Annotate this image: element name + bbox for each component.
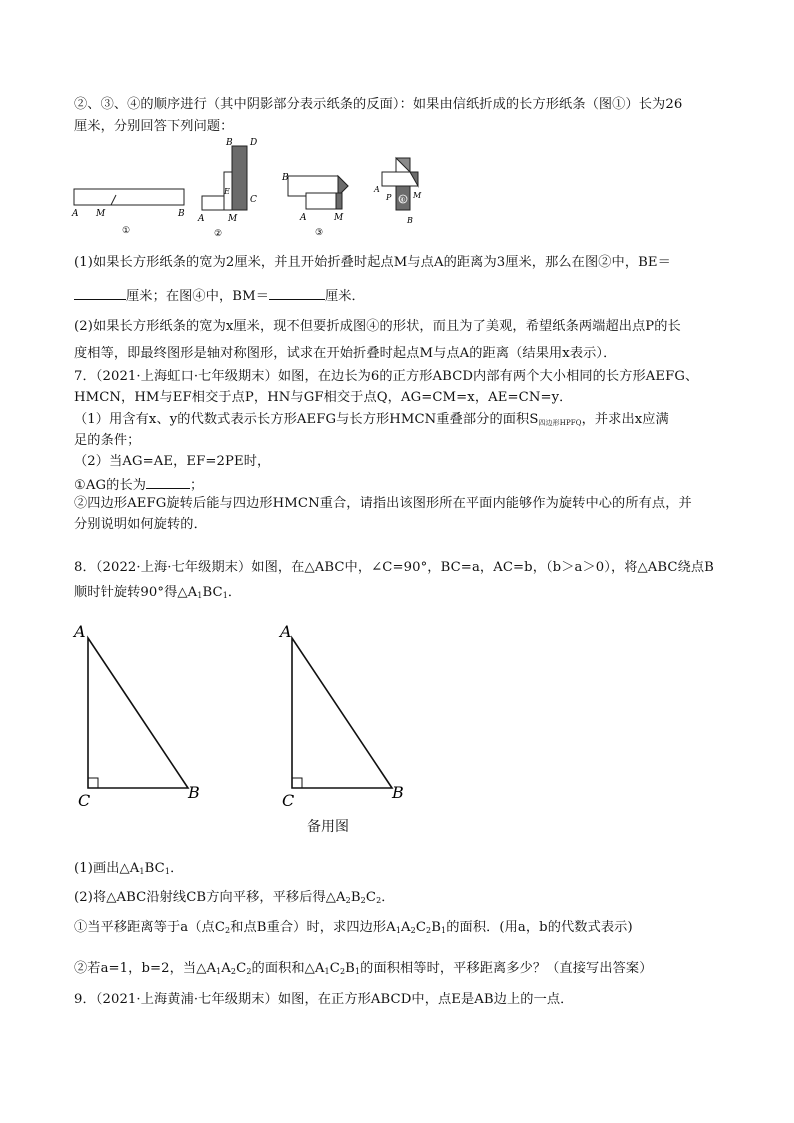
vertex-label-c: C bbox=[78, 791, 91, 810]
q8-part1: (1)画出$\triangle A_1BC_1$． bbox=[74, 861, 184, 876]
q8-subquestion-2: ②若a=1，b=2，当$\triangle A_1A_2C_2$的面积和$\triangle A_1C_2B_1$的面积相等时，平移距离多少？（直接写出答案） bbox=[74, 961, 653, 976]
q7-line-2: HMCN，HM与EF相交于点P，HN与GF相交于点Q，AG=CM=x，AE=CN=y． bbox=[74, 390, 573, 405]
intro-line-1: ②、③、④的顺序进行（其中阴影部分表示纸条的反面）：如果由信纸折成的长方形纸条（图①）长为26 bbox=[74, 97, 683, 112]
q6-part1-line1: (1)如果长方形纸条的宽为2厘米，并且开始折叠时起点M与点A的距离为3厘米，那么在图②中，BE＝ bbox=[74, 255, 671, 270]
strip-fig2-shaded bbox=[232, 146, 247, 210]
q7-line-4: 足的条件； bbox=[74, 433, 141, 448]
fig3-caption: ③ bbox=[315, 228, 324, 238]
fig4-label-A: A bbox=[374, 185, 380, 194]
fig2-label-D: D bbox=[250, 138, 258, 148]
q8-subquestion-1: ①当平移距离等于a（点$C_2$和点B重合）时，求四边形$A_1A_2C_2B_1$的面积．(用a，b的代数式表示) bbox=[74, 920, 633, 935]
q9-line-1: 9．（2021·上海黄浦·七年级期末）如图，在正方形ABCD中，点E是AB边上的一点． bbox=[74, 992, 574, 1007]
triangle-figure-backup bbox=[274, 618, 424, 810]
q7-line-1: 7．（2021·上海虹口·七年级期末）如图，在边长为6的正方形ABCD内部有两个大小相同的长方形AEFG、 bbox=[74, 369, 699, 384]
fig3-label-M: M bbox=[334, 213, 344, 223]
q6-part1-line2: 厘米；在图④中，BM＝ 厘米． bbox=[74, 285, 365, 306]
fig4-caption: ④ bbox=[399, 196, 406, 204]
fig1-label-M: M bbox=[96, 209, 106, 219]
right-angle-mark-backup bbox=[292, 778, 302, 788]
q7-line-5: （2）当AG=AE，EF=2PE时， bbox=[74, 454, 271, 469]
vertex-label-c-backup: C bbox=[282, 791, 295, 810]
fig2-label-E: E bbox=[224, 187, 230, 196]
answer-blank-ag[interactable] bbox=[146, 474, 190, 489]
triangle-abc-backup bbox=[292, 638, 392, 788]
fig4-label-B: B bbox=[407, 216, 413, 225]
fig1-caption: ① bbox=[122, 226, 131, 236]
fig3-label-A: A bbox=[300, 213, 307, 223]
q6-part2-line2: 度相等，即最终图形是轴对称图形，试求在开始折叠时起点M与点A的距离（结果用x表示）． bbox=[74, 346, 617, 361]
q7-line-6: ①AG的长为 ； bbox=[74, 474, 203, 495]
fig1-label-B: B bbox=[178, 209, 185, 219]
right-angle-mark bbox=[88, 778, 98, 788]
fig2-label-M: M bbox=[228, 214, 238, 224]
fig1-label-A: A bbox=[72, 209, 79, 219]
fig2-caption: ② bbox=[214, 229, 223, 239]
fig4-label-P: P bbox=[386, 193, 392, 202]
folding-figure bbox=[66, 136, 426, 240]
q7-line-8: 分别说明如何旋转的． bbox=[74, 517, 207, 532]
backup-figure-caption: 备用图 bbox=[307, 819, 349, 835]
triangle-figure-main bbox=[70, 618, 220, 810]
fig4-label-M: M bbox=[413, 191, 422, 200]
q7-line-3: （1）用含有x、y的代数式表示长方形AEFG与长方形HMCN重叠部分的面积$S_{四边形HPFQ}$，并求出x应满 bbox=[74, 412, 669, 427]
strip-fig1 bbox=[74, 189, 184, 205]
fig3-label-B: B bbox=[282, 173, 289, 183]
q7-line-7: ②四边形AEFG旋转后能与四边形HMCN重合，请指出该图形所在平面内能够作为旋转中心的所有点，并 bbox=[74, 496, 692, 511]
q8-line-1: 8．（2022·上海·七年级期末）如图，在△ABC中，∠C=90°，BC=a，AC=b，（b＞a＞0），将△ABC绕点B bbox=[74, 560, 714, 575]
q8-line-2: 顺时针旋转90°得$\triangle A_1BC_1$． bbox=[74, 585, 242, 600]
q6-part2-line1: (2)如果长方形纸条的宽为x厘米，现不但要折成图④的形状，而且为了美观，希望纸条两端超出点P的长 bbox=[74, 319, 681, 334]
triangle-abc bbox=[88, 638, 188, 788]
vertex-label-a: A bbox=[74, 622, 86, 641]
answer-blank-be[interactable] bbox=[74, 285, 126, 300]
vertex-label-b-backup: B bbox=[392, 783, 404, 802]
fig2-label-C: C bbox=[250, 195, 257, 205]
fig2-label-A: A bbox=[198, 214, 205, 224]
vertex-label-b: B bbox=[188, 783, 200, 802]
q8-part2: (2)将△ABC沿射线CB方向平移，平移后得$\triangle A_2B_2C_2$． bbox=[74, 890, 395, 905]
fig2-label-B: B bbox=[226, 138, 233, 148]
intro-line-2: 厘米，分别回答下列问题： bbox=[74, 119, 234, 134]
vertex-label-a-backup: A bbox=[280, 622, 292, 641]
answer-blank-bm[interactable] bbox=[269, 285, 325, 300]
strip-fig3-bottom bbox=[306, 193, 336, 209]
